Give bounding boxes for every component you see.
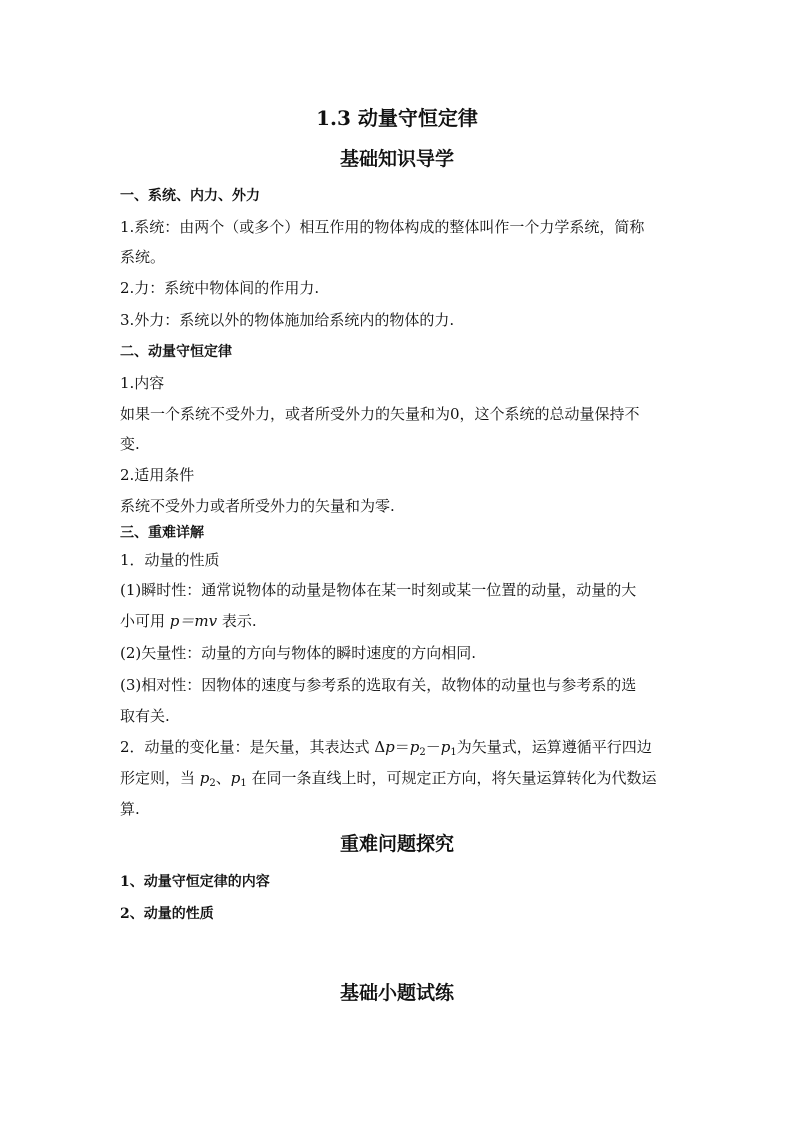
- paragraph-conditions: 系统不受外力或者所受外力的矢量和为零.: [120, 497, 395, 515]
- formula-subscript: 1: [240, 778, 247, 789]
- subheading-content: 1.内容: [120, 374, 165, 392]
- formula-var: p: [409, 738, 420, 756]
- formula-momentum: p＝mv: [169, 612, 218, 630]
- text-run: 小可用: [120, 612, 170, 630]
- formula-op: －: [425, 738, 441, 756]
- subheading-momentum-properties: 1．动量的性质: [120, 551, 220, 569]
- paragraph-external-force: 3.外力：系统以外的物体施加给系统内的物体的力.: [120, 311, 455, 329]
- formula-op: ＝: [394, 738, 410, 756]
- paragraph-internal-force: 2.力：系统中物体间的作用力.: [120, 279, 320, 297]
- subheading-momentum-change-line1: [120, 737, 680, 757]
- text-run: 表示.: [217, 612, 257, 630]
- page-title: 1.3 动量守恒定律: [316, 106, 478, 130]
- section-title-exercises: 基础小题试练: [339, 982, 454, 1004]
- question-1: 1、动量守恒定律的内容: [120, 874, 270, 890]
- text-run: 形定则，当: [120, 769, 200, 787]
- text-run: 2．动量的变化量：是矢量，其表达式 Δ: [120, 738, 386, 756]
- formula-subscript: 1: [450, 747, 457, 758]
- subheading-conditions: 2.适用条件: [120, 466, 195, 484]
- text-run: 、: [215, 769, 231, 787]
- formula-var: p: [199, 769, 210, 787]
- formula-var: p: [385, 738, 395, 756]
- formula-subscript: 2: [419, 747, 426, 758]
- paragraph-content-line2: 变.: [120, 435, 140, 453]
- formula-subscript: 2: [209, 778, 216, 789]
- paragraph-system-line2: 系统。: [120, 248, 166, 266]
- subheading-momentum-change-line2: [120, 768, 680, 788]
- item-relative-line1: (3)相对性：因物体的速度与参考系的选取有关，故物体的动量也与参考系的选: [120, 676, 637, 694]
- formula-var: p: [440, 738, 451, 756]
- item-instantaneous-line1: (1)瞬时性：通常说物体的动量是物体在某一时刻或某一位置的动量，动量的大: [120, 581, 637, 599]
- text-run: 为矢量式，运算遵循平行四边: [456, 738, 652, 756]
- subheading-momentum-change-line3: 算.: [120, 800, 140, 818]
- text-run: 在同一条直线上时，可规定正方向，将矢量运算转化为代数运: [246, 769, 657, 787]
- heading-system-forces: 一、系统、内力、外力: [120, 188, 260, 204]
- heading-momentum-conservation: 二、动量守恒定律: [120, 344, 232, 360]
- formula-var: p: [230, 769, 241, 787]
- item-relative-line2: 取有关.: [120, 707, 170, 725]
- question-2: 2、动量的性质: [120, 906, 214, 922]
- section-title-problems: 重难问题探究: [339, 833, 454, 855]
- item-instantaneous-line2: [120, 611, 680, 631]
- heading-key-points: 三、重难详解: [120, 525, 204, 541]
- paragraph-content-line1: 如果一个系统不受外力，或者所受外力的矢量和为0，这个系统的总动量保持不: [120, 405, 640, 423]
- item-vector: (2)矢量性：动量的方向与物体的瞬时速度的方向相同.: [120, 644, 477, 662]
- paragraph-system-line1: 1.系统：由两个（或多个）相互作用的物体构成的整体叫作一个力学系统，简称: [120, 218, 645, 236]
- section-title-basics: 基础知识导学: [339, 148, 454, 170]
